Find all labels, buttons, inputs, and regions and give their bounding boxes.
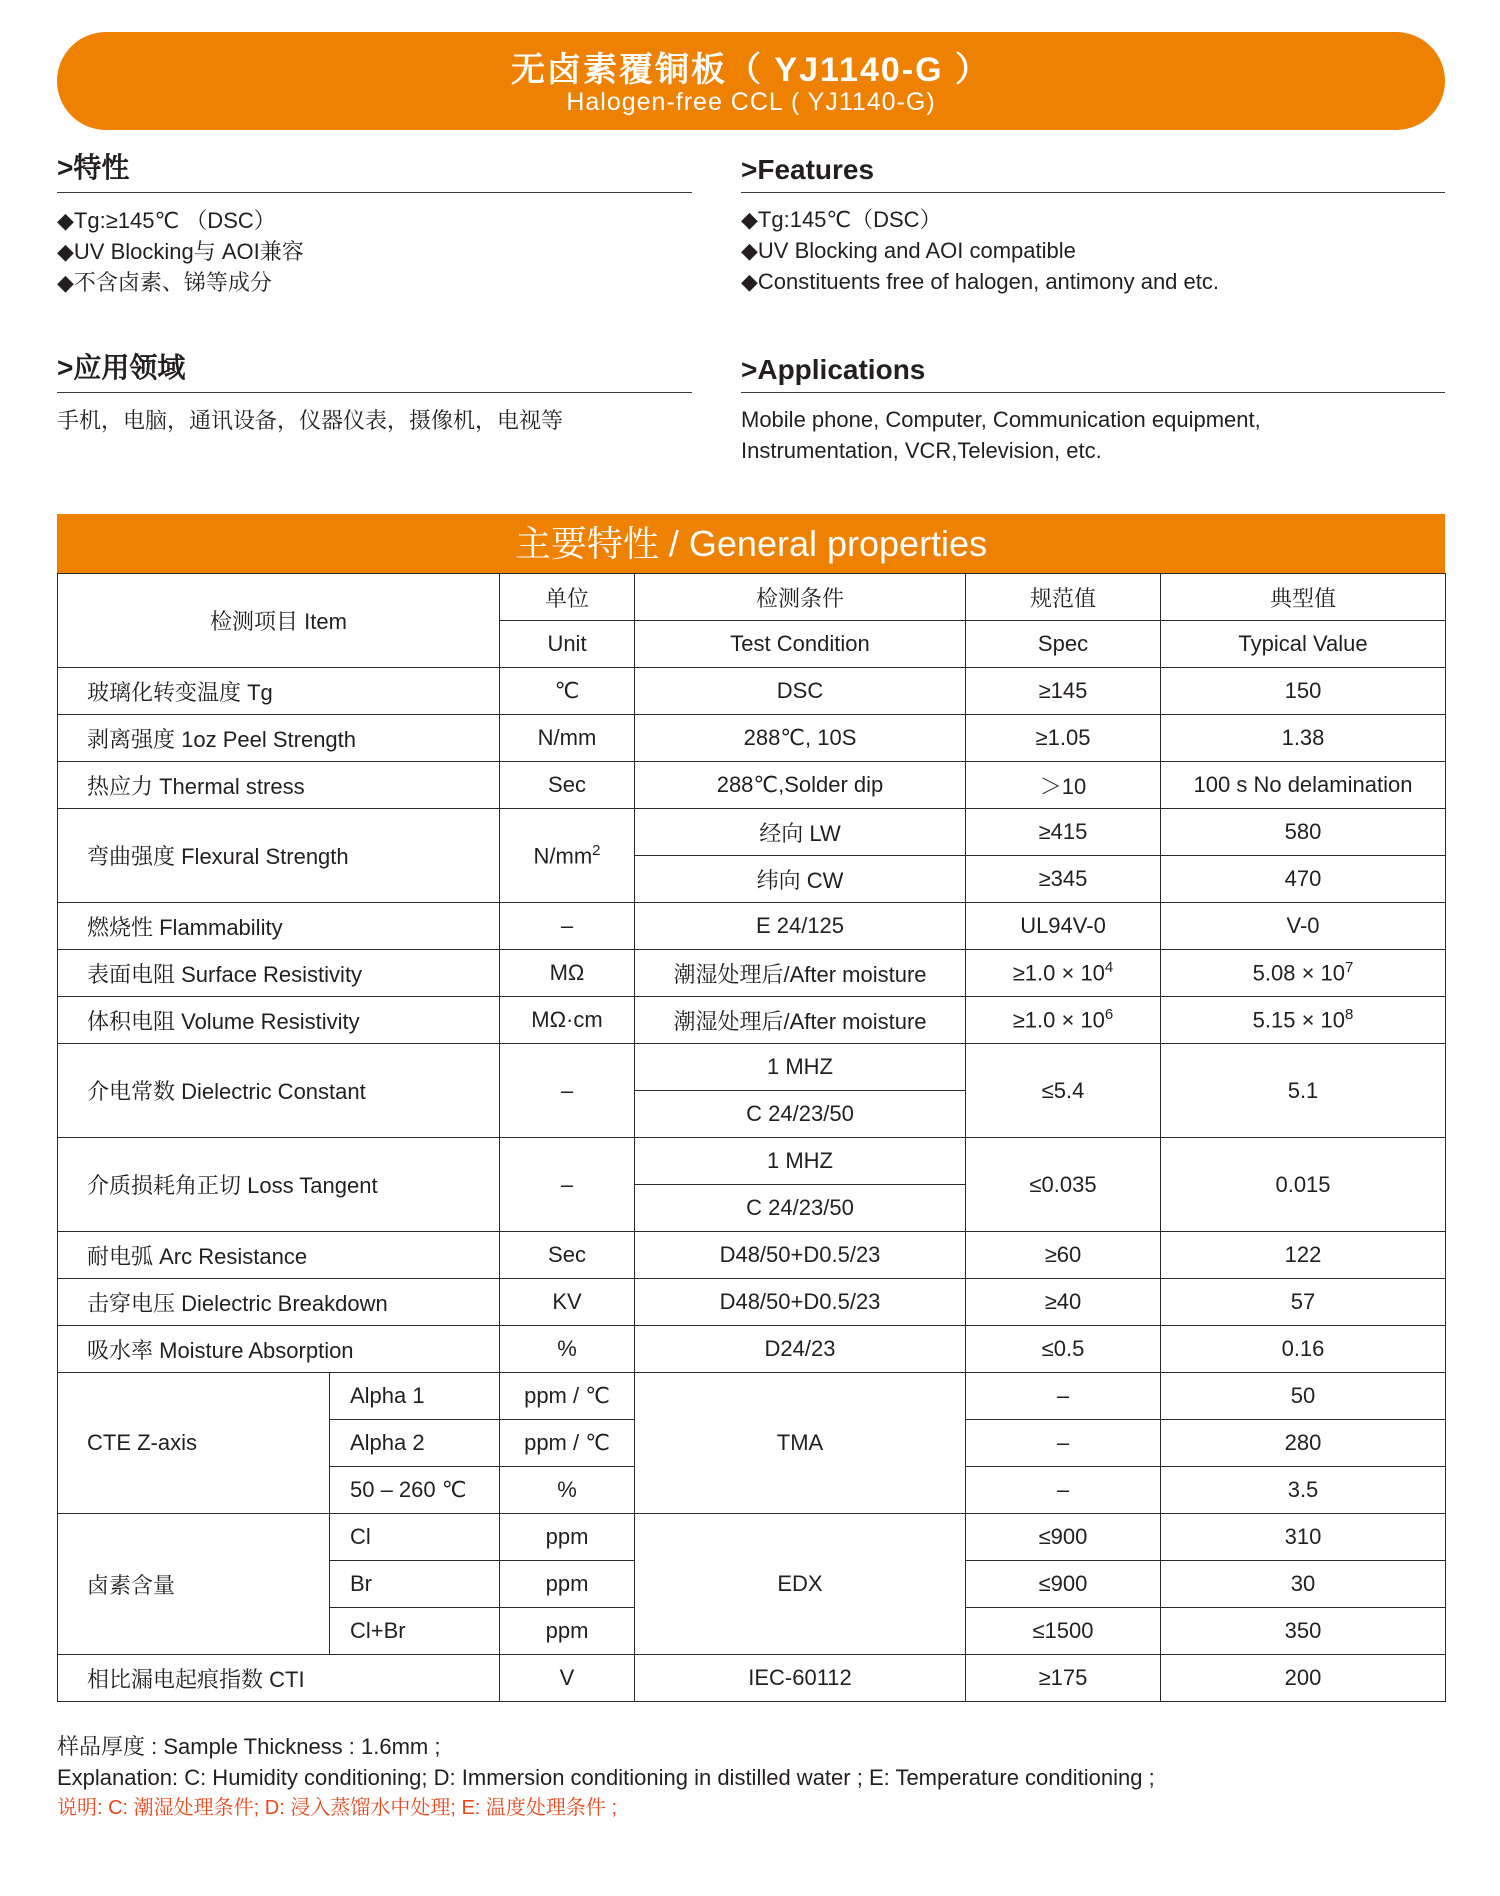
condition-cell: D48/50+D0.5/23 xyxy=(635,1279,966,1326)
typical-cell: 200 xyxy=(1161,1655,1446,1702)
typical-cell: 57 xyxy=(1161,1279,1446,1326)
unit-cell: V xyxy=(500,1655,635,1702)
table-row xyxy=(58,903,1446,950)
applications-cn-heading: >应用领域 xyxy=(57,352,692,393)
typical-cell: $5.15 \times 10^8$ xyxy=(1161,997,1446,1044)
header-unit-cn: 单位 xyxy=(500,574,635,621)
table-row xyxy=(58,809,1446,856)
header-typ-en: Typical Value xyxy=(1161,621,1446,668)
sub-item-cell: Br xyxy=(330,1561,500,1608)
item-cell: 热应力 Thermal stress xyxy=(58,762,500,809)
unit-cell: KV xyxy=(500,1279,635,1326)
unit-cell: N/mm xyxy=(500,715,635,762)
features-en-list xyxy=(741,204,1219,297)
condition-cell: IEC-60112 xyxy=(635,1655,966,1702)
list-item: ◆UV Blocking与 AOI兼容 xyxy=(57,239,304,264)
spec-cell: ≥1.05 xyxy=(966,715,1161,762)
condition-cell: 288℃, 10S xyxy=(635,715,966,762)
typical-cell: 470 xyxy=(1161,856,1446,903)
item-cell: 玻璃化转变温度 Tg xyxy=(58,668,500,715)
header-spec-cn: 规范值 xyxy=(966,574,1161,621)
spec-cell: ≥175 xyxy=(966,1655,1161,1702)
item-cell: 介质损耗角正切 Loss Tangent xyxy=(58,1138,500,1232)
typical-cell: 122 xyxy=(1161,1232,1446,1279)
item-cell: 相比漏电起痕指数 CTI xyxy=(58,1655,500,1702)
spec-cell: ≥145 xyxy=(966,668,1161,715)
table-header-row xyxy=(58,574,1446,621)
condition-cell: 纬向 CW xyxy=(635,856,966,903)
notes xyxy=(57,1731,1155,1824)
spec-cell: ≤0.5 xyxy=(966,1326,1161,1373)
header-spec-en: Spec xyxy=(966,621,1161,668)
typical-cell: 0.015 xyxy=(1161,1138,1446,1232)
unit-cell: $N/mm^2$ xyxy=(500,809,635,903)
note-explanation: Explanation: C: Humidity conditioning; D: Immersion conditioning in distilled water ; E: Temperature conditioning ; xyxy=(57,1765,1155,1790)
item-cell: 介电常数 Dielectric Constant xyxy=(58,1044,500,1138)
unit-cell: – xyxy=(500,903,635,950)
condition-cell: 1 MHZ xyxy=(635,1138,966,1185)
properties-table xyxy=(57,573,1446,1702)
table-row xyxy=(58,950,1446,997)
unit-cell: ppm xyxy=(500,1514,635,1561)
header-item: 检测项目 Item xyxy=(58,574,500,668)
unit-cell: ppm / ℃ xyxy=(500,1373,635,1420)
spec-cell: – xyxy=(966,1467,1161,1514)
table-row xyxy=(58,1279,1446,1326)
spec-cell: ＞10 xyxy=(966,762,1161,809)
list-item: ◆不含卤素、锑等成分 xyxy=(57,270,272,295)
header-unit-en: Unit xyxy=(500,621,635,668)
condition-cell: C 24/23/50 xyxy=(635,1185,966,1232)
table-row xyxy=(58,1514,1446,1561)
typical-cell: 5.1 xyxy=(1161,1044,1446,1138)
features-cn-heading: >特性 xyxy=(57,152,692,193)
typical-cell: 1.38 xyxy=(1161,715,1446,762)
typical-cell: 350 xyxy=(1161,1608,1446,1655)
header-typ-cn: 典型值 xyxy=(1161,574,1446,621)
typical-cell: 100 s No delamination xyxy=(1161,762,1446,809)
typical-cell: 580 xyxy=(1161,809,1446,856)
condition-cell: D24/23 xyxy=(635,1326,966,1373)
typical-cell: 0.16 xyxy=(1161,1326,1446,1373)
features-cn-list xyxy=(57,205,304,298)
table-row xyxy=(58,715,1446,762)
list-item: ◆UV Blocking and AOI compatible xyxy=(741,238,1076,263)
list-item: ◆Constituents free of halogen, antimony and etc. xyxy=(741,269,1219,294)
item-cell: CTE Z-axis xyxy=(58,1373,330,1514)
typical-cell: V-0 xyxy=(1161,903,1446,950)
item-cell: 体积电阻 Volume Resistivity xyxy=(58,997,500,1044)
condition-cell: DSC xyxy=(635,668,966,715)
spec-cell: $\ge 1.0 \times 10^6$ xyxy=(966,997,1161,1044)
spec-cell: ≥345 xyxy=(966,856,1161,903)
item-cell: 弯曲强度 Flexural Strength xyxy=(58,809,500,903)
unit-cell: – xyxy=(500,1044,635,1138)
sub-item-cell: 50 – 260 ℃ xyxy=(330,1467,500,1514)
condition-cell: EDX xyxy=(635,1514,966,1655)
spec-cell: ≥40 xyxy=(966,1279,1161,1326)
applications-cn-text: 手机，电脑，通讯设备，仪器仪表，摄像机，电视等 xyxy=(57,408,564,433)
table-row xyxy=(58,1326,1446,1373)
table-row xyxy=(58,1373,1446,1420)
typical-cell: $5.08 \times 10^7$ xyxy=(1161,950,1446,997)
sub-item-cell: Cl xyxy=(330,1514,500,1561)
spec-cell: $\ge 1.0 \times 10^4$ xyxy=(966,950,1161,997)
condition-cell: 288℃,Solder dip xyxy=(635,762,966,809)
table-row xyxy=(58,1655,1446,1702)
title-cn: 无卤素覆铜板（ YJ1140-G ） xyxy=(510,51,991,89)
condition-cell: D48/50+D0.5/23 xyxy=(635,1232,966,1279)
item-cell: 击穿电压 Dielectric Breakdown xyxy=(58,1279,500,1326)
unit-cell: MΩ xyxy=(500,950,635,997)
unit-cell: ℃ xyxy=(500,668,635,715)
spec-cell: ≥60 xyxy=(966,1232,1161,1279)
unit-cell: % xyxy=(500,1467,635,1514)
spec-cell: – xyxy=(966,1373,1161,1420)
spec-cell: – xyxy=(966,1420,1161,1467)
item-cell: 耐电弧 Arc Resistance xyxy=(58,1232,500,1279)
header-cond-cn: 检测条件 xyxy=(635,574,966,621)
title-banner xyxy=(57,32,1445,130)
condition-cell: E 24/125 xyxy=(635,903,966,950)
typical-cell: 50 xyxy=(1161,1373,1446,1420)
applications-en-heading: >Applications xyxy=(741,352,1445,393)
typical-cell: 280 xyxy=(1161,1420,1446,1467)
note-thickness: 样品厚度 : Sample Thickness : 1.6mm ; xyxy=(57,1734,441,1759)
item-cell: 表面电阻 Surface Resistivity xyxy=(58,950,500,997)
header-cond-en: Test Condition xyxy=(635,621,966,668)
item-cell: 卤素含量 xyxy=(58,1514,330,1655)
table-row xyxy=(58,1232,1446,1279)
sub-item-cell: Cl+Br xyxy=(330,1608,500,1655)
item-cell: 吸水率 Moisture Absorption xyxy=(58,1326,500,1373)
typical-cell: 150 xyxy=(1161,668,1446,715)
features-en-heading: >Features xyxy=(741,152,1445,193)
unit-cell: ppm xyxy=(500,1608,635,1655)
note-explanation-cn: 说明: C: 潮湿处理条件; D: 浸入蒸馏水中处理; E: 温度处理条件 ; xyxy=(57,1797,618,1819)
unit-cell: ppm xyxy=(500,1561,635,1608)
unit-cell: Sec xyxy=(500,1232,635,1279)
spec-cell: ≤0.035 xyxy=(966,1138,1161,1232)
table-row xyxy=(58,997,1446,1044)
general-properties-title: 主要特性 / General properties xyxy=(57,514,1445,573)
typical-cell: 30 xyxy=(1161,1561,1446,1608)
typical-cell: 3.5 xyxy=(1161,1467,1446,1514)
unit-cell: Sec xyxy=(500,762,635,809)
spec-cell: ≤900 xyxy=(966,1514,1161,1561)
title-en: Halogen-free CCL ( YJ1140-G) xyxy=(566,88,936,116)
condition-cell: 潮湿处理后/After moisture xyxy=(635,950,966,997)
unit-cell: MΩ·cm xyxy=(500,997,635,1044)
item-cell: 燃烧性 Flammability xyxy=(58,903,500,950)
spec-cell: ≤900 xyxy=(966,1561,1161,1608)
condition-cell: 潮湿处理后/After moisture xyxy=(635,997,966,1044)
sub-item-cell: Alpha 1 xyxy=(330,1373,500,1420)
applications-en-line: Instrumentation, VCR,Television, etc. xyxy=(741,438,1102,463)
item-cell: 剥离强度 1oz Peel Strength xyxy=(58,715,500,762)
spec-cell: ≤1500 xyxy=(966,1608,1161,1655)
condition-cell: TMA xyxy=(635,1373,966,1514)
sub-item-cell: Alpha 2 xyxy=(330,1420,500,1467)
condition-cell: 1 MHZ xyxy=(635,1044,966,1091)
table-row xyxy=(58,668,1446,715)
spec-cell: UL94V-0 xyxy=(966,903,1161,950)
list-item: ◆Tg:≥145℃ （DSC） xyxy=(57,208,276,233)
table-row xyxy=(58,762,1446,809)
unit-cell: % xyxy=(500,1326,635,1373)
table-row xyxy=(58,1044,1446,1091)
applications-en-text xyxy=(741,404,1261,466)
spec-cell: ≥415 xyxy=(966,809,1161,856)
typical-cell: 310 xyxy=(1161,1514,1446,1561)
condition-cell: C 24/23/50 xyxy=(635,1091,966,1138)
unit-cell: ppm / ℃ xyxy=(500,1420,635,1467)
spec-cell: ≤5.4 xyxy=(966,1044,1161,1138)
table-row xyxy=(58,1138,1446,1185)
applications-en-line: Mobile phone, Computer, Communication equipment, xyxy=(741,407,1261,432)
condition-cell: 经向 LW xyxy=(635,809,966,856)
list-item: ◆Tg:145℃（DSC） xyxy=(741,207,942,232)
unit-cell: – xyxy=(500,1138,635,1232)
